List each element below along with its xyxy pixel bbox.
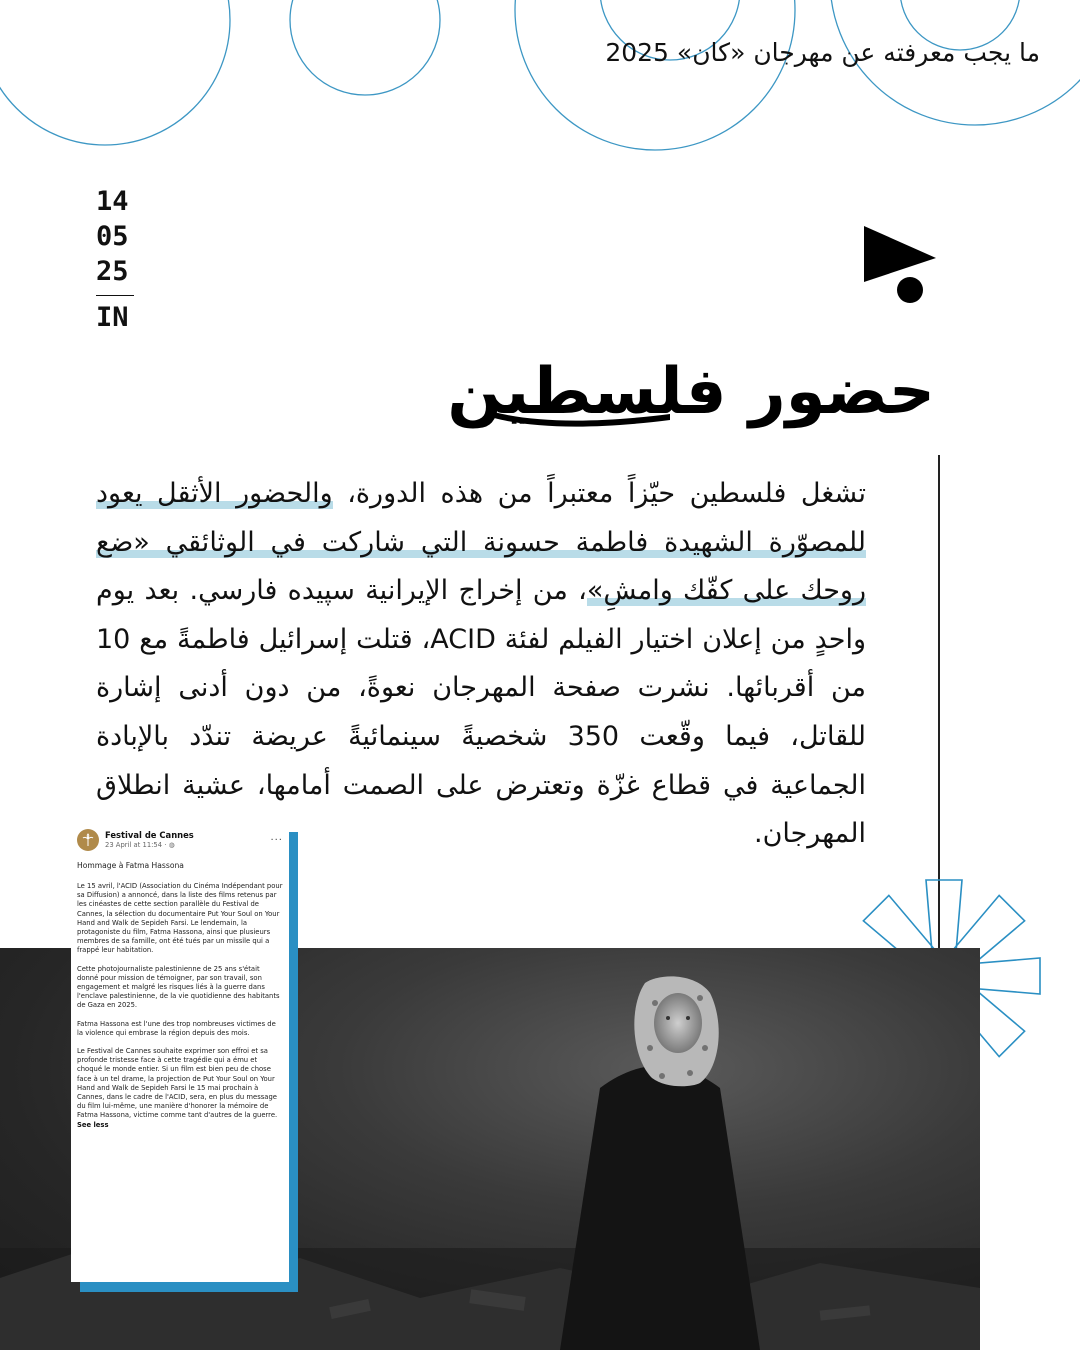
decorative-arcs [0,0,1080,160]
date-tag: IN [96,302,129,333]
post-paragraph-last [77,1047,283,1130]
more-options-button[interactable]: ... [270,831,283,843]
palm-logo-icon [81,833,95,847]
post-meta [105,830,270,850]
post-timestamp [105,840,270,850]
date-year: 25 [96,256,129,287]
date-divider [96,295,134,296]
facebook-post-card [71,822,289,1282]
article-body [96,470,866,859]
brand-logo-icon [860,222,940,306]
body-part-1: تشغل فلسطين حيّزاً معتبراً من هذه الدورة، [332,478,866,509]
date-day: 14 [96,186,129,217]
date-block [96,184,136,335]
body-highlight: والحضور الأثقل يعود للمصوّرة الشهيدة فاطمة حسونة التي شاركت في الوثائقي «ضع روحك على كفّك وامشِ» [96,478,866,607]
post-heading: Hommage à Fatma Hassona [77,861,184,870]
post-paragraph-text: Le Festival de Cannes souhaite exprimer son effroi et sa profonde tristesse face à cette tragédie qui a ému et choqué le monde entier. Si un film est bien peu de chose face à un tel drame, la projection de Put Your Soul on Your Hand and Walk de Sepideh Farsi le 15 mai prochain à Cannes, dans le cadre de l'ACID, sera, en plus du message du film lui-même, une manière d'honorer la mémoire de Fatma Hassona, victime comme tant d'autres de la guerre. [77,1047,278,1120]
post-page-name[interactable]: Festival de Cannes [105,830,194,840]
avatar [77,829,99,851]
see-less-link[interactable]: See less [77,1120,109,1129]
body-part-3: ، من إخراج الإيرانية سپيده فارسي. بعد يوم واحدٍ من إعلان اختيار الفيلم لفئة ACID، قتلت إسرائيل فاطمةً مع 10 من أقربائها. نشرت صفحة المهرجان نعوةً، من دون أدنى إشارة للقاتل، فيما وقّعت 350 شخصيةً سينمائيةً عريضة تندّد بالإبادة الجماعية في قطاع غزّة وتعترض على الصمت أمامها، عشية انطلاق المهرجان. [96,575,866,850]
globe-icon: ◍ [168,841,175,849]
post-paragraph: Cette photojournaliste palestinienne de 25 ans s'était donné pour mission de témoigner, par son travail, son engagement et malgré les risques liés à la guerre dans l'enclave palestinienne, de la vie quotidienne des habitants de Gaza en 2025. [77,964,280,1010]
post-paragraph: Fatma Hassona est l'une des trop nombreuses victimes de la violence qui embrase la région depuis des mois. [77,1019,276,1037]
post-time-text: 23 April at 11:54 · [105,841,169,849]
date-month: 05 [96,221,129,252]
post-header [77,828,283,852]
series-title: ما يجب معرفته عن مهرجان «كان» 2025 [605,38,1040,67]
headline-swash-icon [492,400,672,430]
headline: حضور فلسطين [447,355,935,429]
post-paragraph: Le 15 avril, l'ACID (Association du Cinéma Indépendant pour sa Diffusion) a annoncé, dans la liste des films retenus par les cinéastes de cette section parallèle du Festival de Cannes, la sélection du documentaire Put Your Soul on Your Hand and Walk de Sepideh Farsi. Le lendemain, la protagoniste du film, Fatma Hassona, ainsi que plusieurs membres de sa famille, ont été tués par un missile qui a frappé leur habitation. [77,882,283,955]
